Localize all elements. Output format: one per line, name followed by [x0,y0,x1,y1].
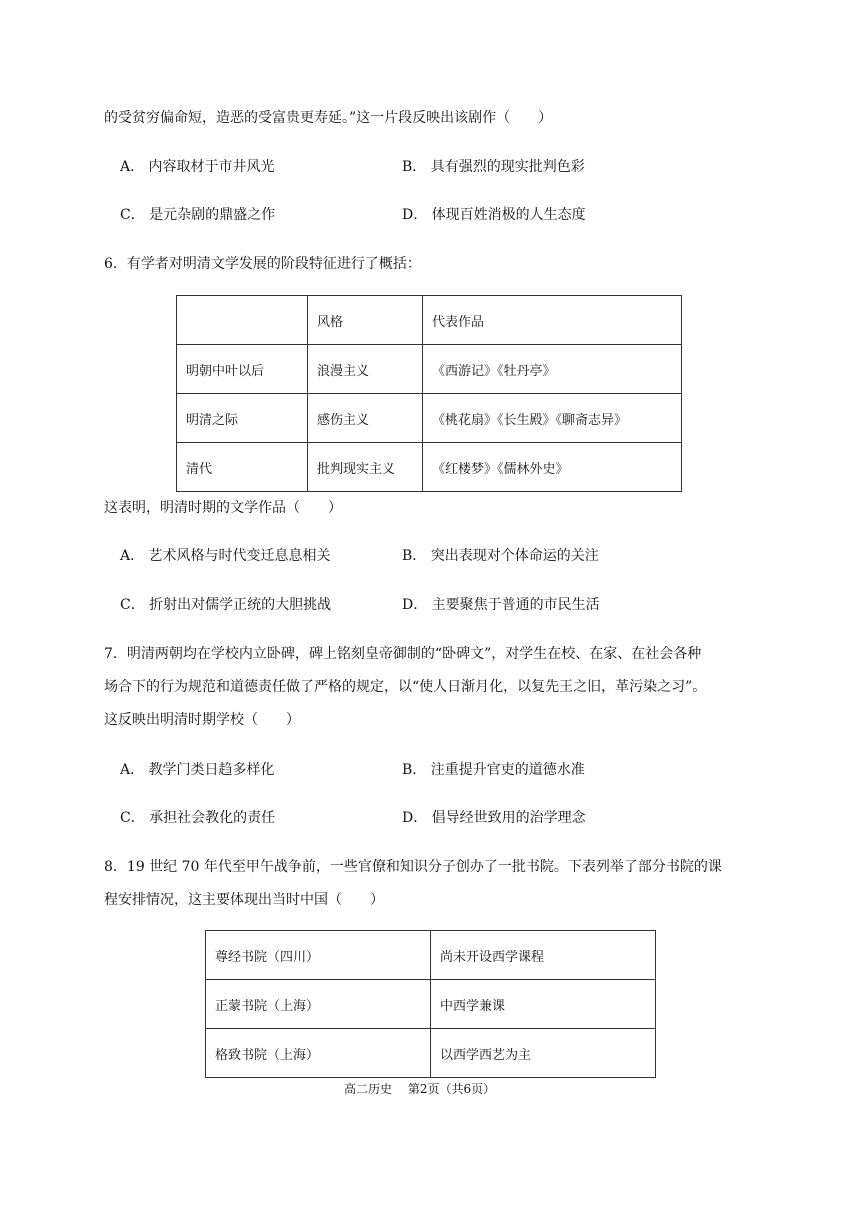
table-cell: 《桃花扇》《长生殿》《聊斋志异》 [423,394,682,443]
table-cell: 《西游记》《牡丹亭》 [423,345,682,394]
table-header-cell: 代表作品 [423,296,682,345]
table-cell: 格致书院（上海） [206,1029,431,1078]
q5-option-a: A． 内容取材于市井风光 [120,159,275,175]
table-cell: 尊经书院（四川） [206,931,431,980]
table-row [206,1029,656,1078]
q5-option-c: C． 是元杂剧的鼎盛之作 [120,207,276,223]
table-cell: 正蒙书院（上海） [206,980,431,1029]
table-cell: 清代 [177,443,308,492]
table-cell: 明清之际 [177,394,308,443]
q7-stem-line-3: 这反映出明清时期学校（ ） [104,712,300,728]
q6-option-d: D． 主要聚焦于普通的市民生活 [402,597,600,613]
q8-stem-line-2: 程安排情况，这主要体现出当时中国（ ） [104,892,384,908]
table-row [177,443,682,492]
table-cell: 批判现实主义 [308,443,423,492]
table-cell: 以西学西艺为主 [431,1029,656,1078]
q6-question: 这表明，明清时期的文学作品（ ） [104,500,342,516]
table-row [177,345,682,394]
q5-option-b: B． 具有强烈的现实批判色彩 [402,159,585,175]
table-cell: 浪漫主义 [308,345,423,394]
q6-option-c: C． 折射出对儒学正统的大胆挑战 [120,597,332,613]
table-row [177,296,682,345]
q7-option-a: A． 教学门类日趋多样化 [120,762,275,778]
table-header-cell [177,296,308,345]
table-row [206,980,656,1029]
q7-option-c: C． 承担社会教化的责任 [120,810,276,826]
table-cell: 中西学兼课 [431,980,656,1029]
page-footer: 高二历史 第2页（共6页） [344,1082,496,1096]
q5-option-d: D． 体现百姓消极的人生态度 [402,207,586,223]
q6-stem: 6．有学者对明清文学发展的阶段特征进行了概括： [104,256,421,272]
table-row [206,931,656,980]
q8-stem-line-1: 8．19 世纪 70 年代至甲午战争前，一些官僚和知识分子创办了一批书院。下表列举了部分书院的课 [104,859,722,875]
q7-option-b: B． 注重提升官吏的道德水准 [402,762,585,778]
q7-stem-line-1: 7．明清两朝均在学校内立卧碑，碑上铭刻皇帝御制的“卧碑文”，对学生在校、在家、在社会各种 [104,646,702,662]
table-cell: 《红楼梦》《儒林外史》 [423,443,682,492]
q5-stem-tail: 的受贫穷偏命短，造恶的受富贵更寿延。”这一片段反映出该剧作（ ） [104,110,553,126]
q8-academy-table [205,930,656,1078]
q6-literature-table [176,295,682,492]
table-row [177,394,682,443]
q7-stem-line-2: 场合下的行为规范和道德责任做了严格的规定，以“使人日渐月化，以复先王之旧，革污染之习”。 [104,679,707,695]
table-header-cell: 风格 [308,296,423,345]
q6-option-b: B． 突出表现对个体命运的关注 [402,548,599,564]
table-cell: 尚未开设西学课程 [431,931,656,980]
table-cell: 感伤主义 [308,394,423,443]
table-cell: 明朝中叶以后 [177,345,308,394]
q6-option-a: A． 艺术风格与时代变迁息息相关 [120,548,331,564]
q7-option-d: D． 倡导经世致用的治学理念 [402,810,586,826]
